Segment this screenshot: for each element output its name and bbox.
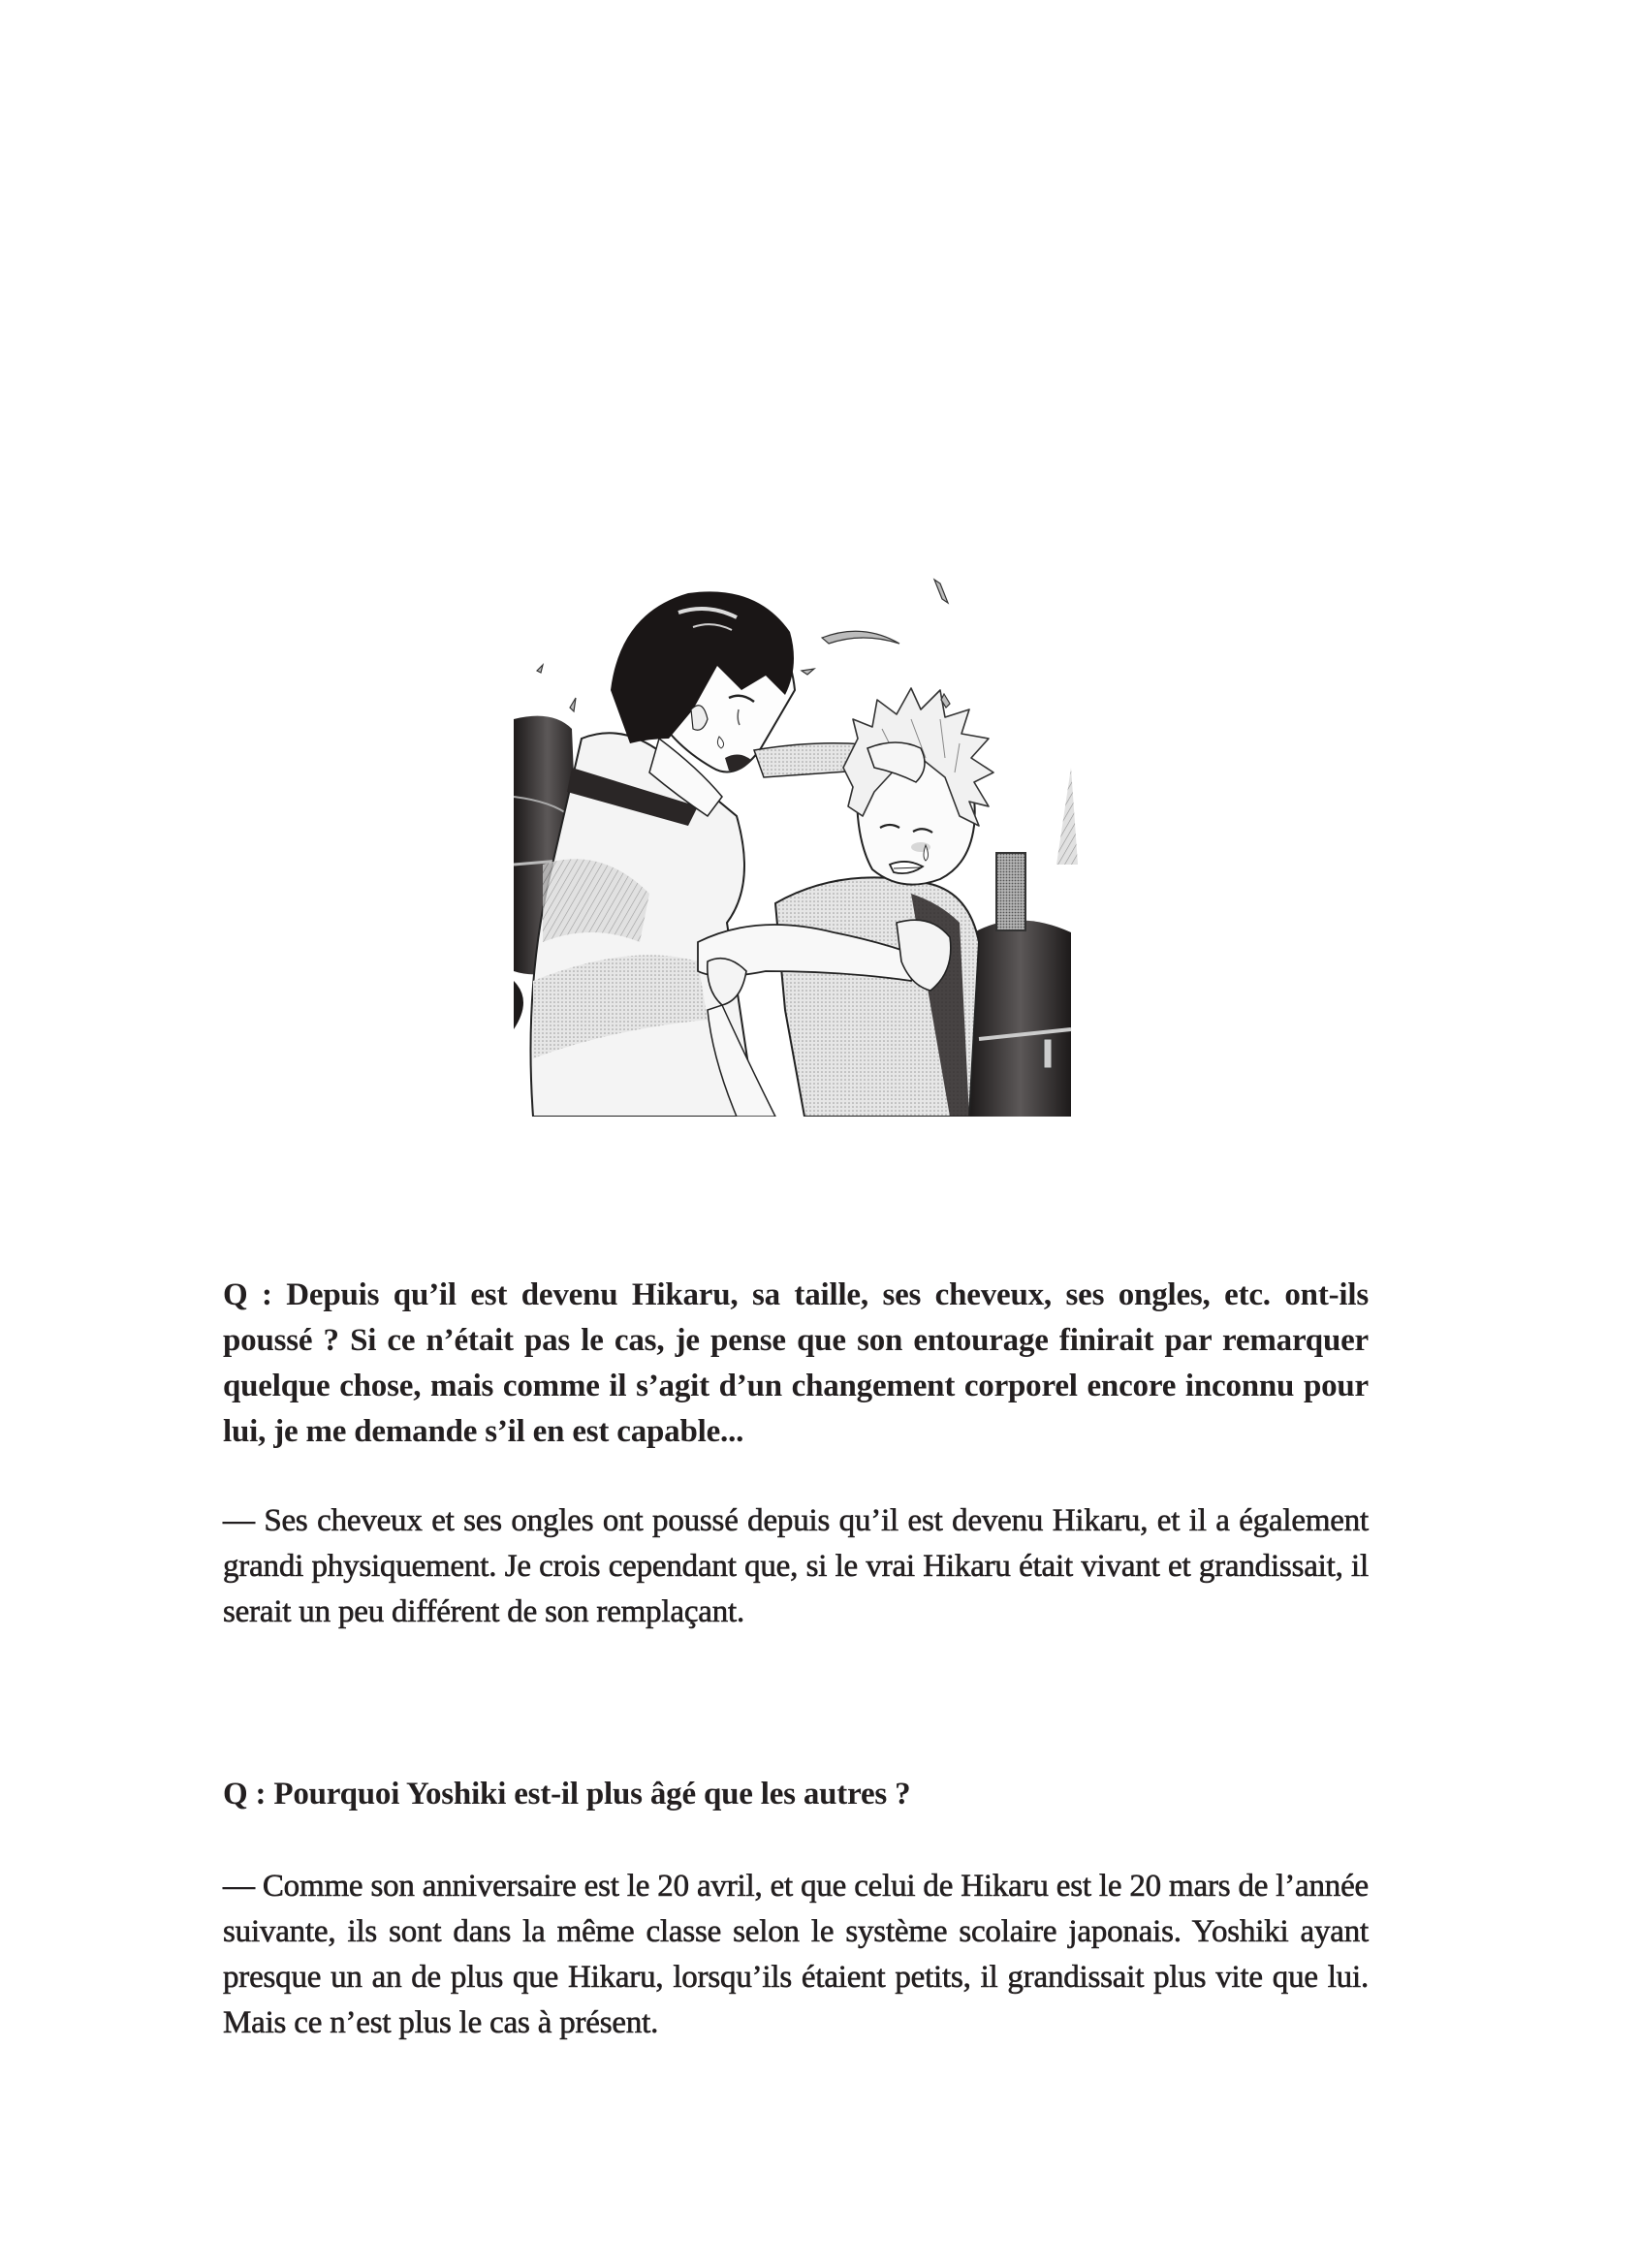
question-1	[223, 1273, 1369, 1455]
answer-2-text: — Comme son anniversaire est le 20 avril, et que celui de Hikaru est le 20 mars de l’année suivante, ils sont dans la même classe selon le système scolaire japonais. Yoshiki ayant presque un an de plus que Hikaru, lorsqu’ils étaient petits, il grandissait plus vite que lui. Mais ce n’est plus le cas à présent.	[223, 1869, 1369, 2040]
question-2-text: Q : Pourquoi Yoshiki est-il plus âgé que les autres ?	[223, 1777, 911, 1811]
question-1-text: Q : Depuis qu’il est devenu Hikaru, sa taille, ses cheveux, ses ongles, etc. ont-ils poussé ? Si ce n’était pas le cas, je pense que son entourage finirait par remarquer quelque chose, mais comme il s’agit d’un changement corporel encore inconnu pour lui, je me demande s’il en est capable...	[223, 1277, 1369, 1449]
right-backpack	[969, 768, 1078, 1117]
manga-illustration	[514, 574, 1078, 1117]
illustration-drawing	[514, 574, 1078, 1117]
answer-2	[223, 1864, 1369, 2046]
question-2	[223, 1772, 1369, 1817]
answer-1-text: — Ses cheveux et ses ongles ont poussé depuis qu’il est devenu Hikaru, et il a également grandi physiquement. Je crois cependant que, si le vrai Hikaru était vivant et grandissait, il serait un peu différent de son remplaçant.	[223, 1503, 1369, 1629]
answer-1	[223, 1498, 1369, 1635]
